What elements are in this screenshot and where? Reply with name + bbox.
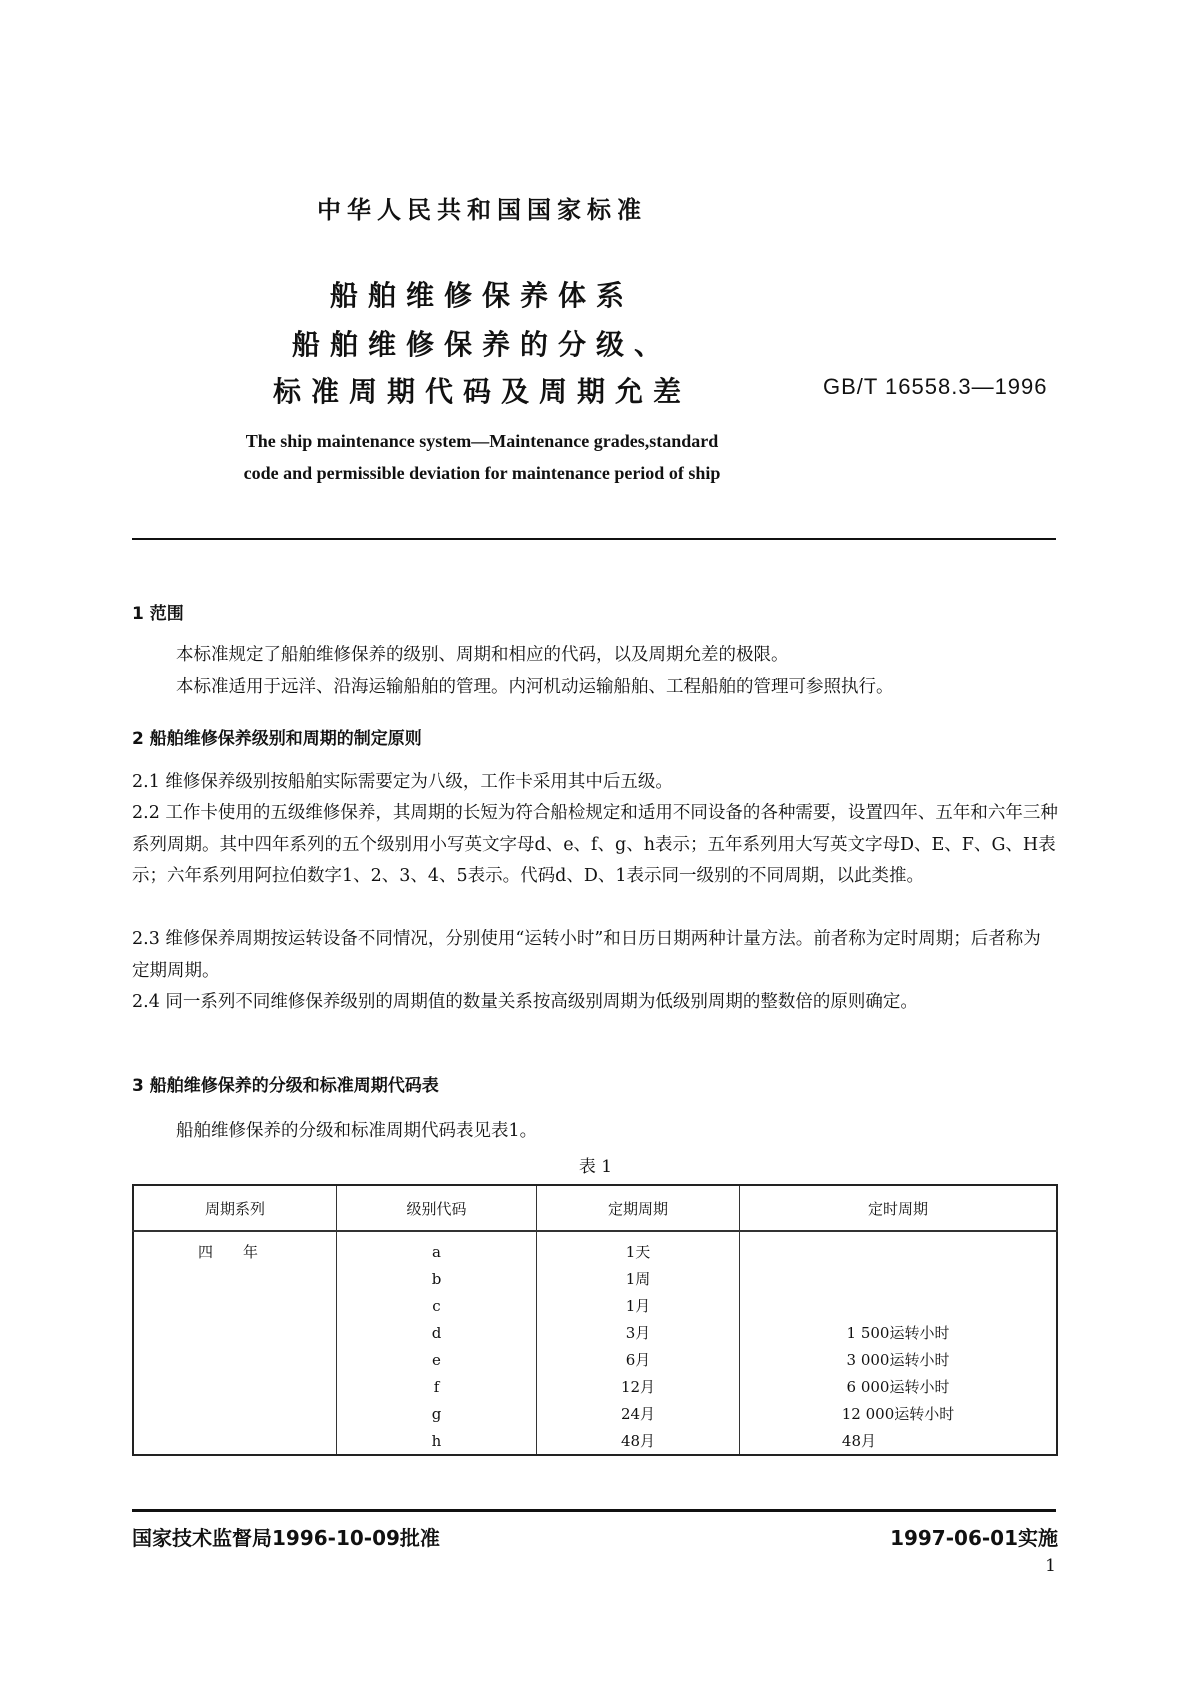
table-cell: 四 年 xyxy=(133,1231,337,1265)
table-caption: 表 1 xyxy=(578,1157,613,1177)
column-header: 级别代码 xyxy=(337,1185,537,1231)
table-cell: e xyxy=(337,1346,537,1373)
clause-2-1: 2.1 维修保养级别按船舶实际需要定为八级，工作卡采用其中后五级。 xyxy=(132,772,673,792)
english-title-line-2: code and permissible deviation for maintenance period of ship xyxy=(243,463,721,483)
standard-code: GB/T 16558.3—1996 xyxy=(823,374,1048,399)
table-cell xyxy=(740,1231,1058,1265)
table-cell: 48月 xyxy=(740,1427,1058,1455)
footer-divider xyxy=(132,1509,1056,1512)
standard-type: 中华人民共和国国家标准 xyxy=(317,196,647,224)
table-cell xyxy=(133,1400,337,1427)
table-cell: c xyxy=(337,1292,537,1319)
table-cell: b xyxy=(337,1265,537,1292)
table-cell xyxy=(740,1265,1058,1292)
paragraph: 船舶维修保养的分级和标准周期代码表见表1。 xyxy=(176,1121,538,1141)
header-divider xyxy=(132,538,1056,540)
section-2-heading: 2 船舶维修保养级别和周期的制定原则 xyxy=(132,729,422,749)
table-cell xyxy=(740,1292,1058,1319)
table-cell: a xyxy=(337,1231,537,1265)
table-cell xyxy=(133,1292,337,1319)
table-cell xyxy=(133,1265,337,1292)
table-cell: h xyxy=(337,1427,537,1455)
table-cell xyxy=(133,1346,337,1373)
table-header-row xyxy=(133,1185,1057,1231)
column-header: 定时周期 xyxy=(740,1185,1058,1231)
table-cell: 3月 xyxy=(537,1319,740,1346)
table-row xyxy=(133,1292,1057,1319)
section-1-heading: 1 范围 xyxy=(132,604,184,624)
table-cell: g xyxy=(337,1400,537,1427)
table-cell: 1月 xyxy=(537,1292,740,1319)
period-code-table xyxy=(132,1184,1058,1456)
column-header: 周期系列 xyxy=(133,1185,337,1231)
table-cell: 48月 xyxy=(537,1427,740,1455)
approval-date: 国家技术监督局1996-10-09批准 xyxy=(132,1526,440,1550)
table-cell xyxy=(133,1373,337,1400)
paragraph: 本标准适用于远洋、沿海运输船舶的管理。内河机动运输船舶、工程船舶的管理可参照执行。 xyxy=(176,677,894,697)
table-cell: 24月 xyxy=(537,1400,740,1427)
effective-date: 1997-06-01实施 xyxy=(890,1526,1058,1550)
page-number: 1 xyxy=(1045,1556,1056,1576)
table-cell: f xyxy=(337,1373,537,1400)
title-line-1: 船舶维修保养体系 xyxy=(329,279,634,312)
paragraph: 本标准规定了船舶维修保养的级别、周期和相应的代码，以及周期允差的极限。 xyxy=(176,645,789,665)
table-row xyxy=(133,1427,1057,1455)
table-cell xyxy=(133,1427,337,1455)
table-cell: 6 000运转小时 xyxy=(740,1373,1058,1400)
table-cell: d xyxy=(337,1319,537,1346)
title-line-3: 标准周期代码及周期允差 xyxy=(272,375,691,408)
table-cell: 12月 xyxy=(537,1373,740,1400)
title-line-2: 船舶维修保养的分级、 xyxy=(291,328,672,361)
table-row xyxy=(133,1373,1057,1400)
table-cell: 1 500运转小时 xyxy=(740,1319,1058,1346)
table-row xyxy=(133,1231,1057,1265)
english-title-line-1: The ship maintenance system—Maintenance grades,standard xyxy=(245,431,719,451)
table-cell: 3 000运转小时 xyxy=(740,1346,1058,1373)
clause-2-2: 2.2 工作卡使用的五级维修保养，其周期的长短为符合船检规定和适用不同设备的各种需要，设置四年、五年和六年三种系列周期。其中四年系列的五个级别用小写英文字母d、e、f、g、h表示；五年系列用大写英文字母D、E、F、G、H表示；六年系列用阿拉伯数字1、2、3、4、5表示。代码d、D、1表示同一级别的不同周期，以此类推。 xyxy=(132,803,1058,886)
table-cell: 6月 xyxy=(537,1346,740,1373)
clause-2-3: 2.3 维修保养周期按运转设备不同情况，分别使用“运转小时”和日历日期两种计量方法。前者称为定时周期；后者称为定期周期。 xyxy=(132,929,1041,981)
table-row xyxy=(133,1346,1057,1373)
table-cell: 12 000运转小时 xyxy=(740,1400,1058,1427)
table-cell: 1天 xyxy=(537,1231,740,1265)
column-header: 定期周期 xyxy=(537,1185,740,1231)
table-row xyxy=(133,1400,1057,1427)
section-3-heading: 3 船舶维修保养的分级和标准周期代码表 xyxy=(132,1076,439,1096)
table-cell: 1周 xyxy=(537,1265,740,1292)
clause-2-4: 2.4 同一系列不同维修保养级别的周期值的数量关系按高级别周期为低级别周期的整数倍的原则确定。 xyxy=(132,992,918,1012)
table-cell xyxy=(133,1319,337,1346)
table-row xyxy=(133,1265,1057,1292)
table-row xyxy=(133,1319,1057,1346)
